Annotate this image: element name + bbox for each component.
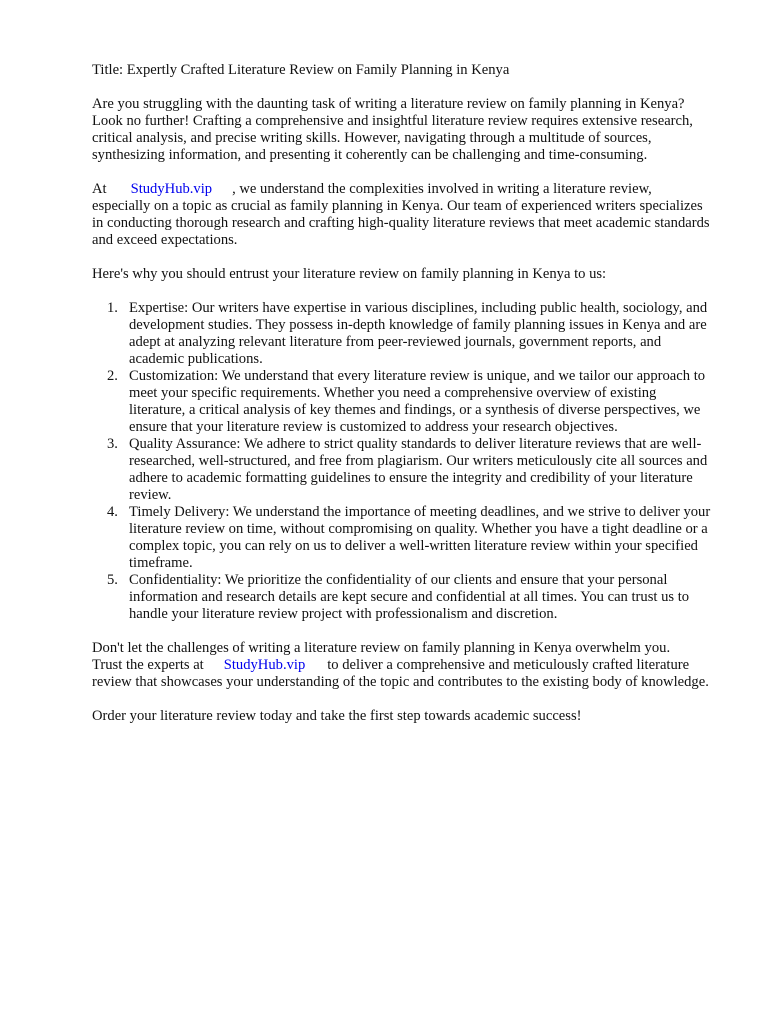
studyhub-link[interactable]: StudyHub.vip bbox=[130, 181, 213, 197]
list-intro: Here's why you should entrust your literature review on family planning in Kenya to us: bbox=[92, 266, 607, 282]
list-item bbox=[92, 300, 712, 368]
list-item-text: Timely Delivery: We understand the importance of meeting deadlines, and we strive to deliver your literature review on time, without compromising on quality. Whether you have a tight deadline or a complex topic, you can rely on us to deliver a well-written literature review within your specified timeframe. bbox=[129, 504, 711, 571]
list-number: 4. bbox=[107, 504, 118, 520]
studyhub-link-2[interactable]: StudyHub.vip bbox=[223, 657, 306, 673]
list-item-text: Expertise: Our writers have expertise in various disciplines, including public health, sociology, and development studies. They possess in-depth knowledge of family planning issues in Kenya and are adept at analyzing relevant literature from peer-reviewed journals, government reports, and academic publications. bbox=[129, 300, 708, 367]
trust-line-1: Don't let the challenges of writing a literature review on family planning in Kenya overwhelm you. bbox=[92, 640, 671, 656]
list-item-text: Confidentiality: We prioritize the confidentiality of our clients and ensure that your personal information and research details are kept secure and confidential at all times. You can trust us to handle your literature review project with professionalism and discretion. bbox=[129, 572, 690, 622]
trust-suffix: to deliver a comprehensive and meticulously crafted literature review that showcases your understanding of the topic and contributes to the existing body of knowledge. bbox=[92, 657, 709, 690]
list-item bbox=[92, 436, 712, 504]
closing-paragraph: Order your literature review today and take the first step towards academic success! bbox=[92, 708, 582, 724]
list-item bbox=[92, 368, 712, 436]
list-item bbox=[92, 572, 712, 623]
trust-paragraph bbox=[92, 640, 712, 691]
studyhub-paragraph-text: , we understand the complexities involved in writing a literature review, especially on a topic as crucial as family planning in Kenya. Our team of experienced writers specializes in conducting thorough research and crafting high-quality literature reviews that meet academic standards and exceed expectations. bbox=[92, 181, 710, 248]
studyhub-paragraph bbox=[92, 181, 712, 249]
document-title: Title: Expertly Crafted Literature Review on Family Planning in Kenya bbox=[92, 62, 510, 78]
trust-prefix: Trust the experts at bbox=[92, 657, 204, 673]
list-number: 2. bbox=[107, 368, 118, 384]
list-item-text: Quality Assurance: We adhere to strict quality standards to deliver literature reviews that are well-researched, well-structured, and free from plagiarism. Our writers meticulously cite all sources and adhere to academic formatting guidelines to ensure the integrity and credibility of your literature review. bbox=[129, 436, 708, 503]
intro-paragraph: Are you struggling with the daunting task of writing a literature review on family planning in Kenya? Look no further! Crafting a comprehensive and insightful literature review requires extensive research, critical analysis, and precise writing skills. However, navigating through a multitude of sources, synthesizing information, and presenting it coherently can be challenging and time-consuming. bbox=[92, 96, 693, 163]
list-number: 3. bbox=[107, 436, 118, 452]
list-number: 5. bbox=[107, 572, 118, 588]
list-item-text: Customization: We understand that every literature review is unique, and we tailor our approach to meet your specific requirements. Whether you need a comprehensive overview of existing literature, a critical analysis of key themes and findings, or a synthesis of diverse perspectives, we ensure that your literature review is customized to address your research objectives. bbox=[129, 368, 706, 435]
list-number: 1. bbox=[107, 300, 118, 316]
at-text: At bbox=[92, 181, 107, 197]
reasons-list bbox=[92, 300, 712, 623]
list-item bbox=[92, 504, 712, 572]
